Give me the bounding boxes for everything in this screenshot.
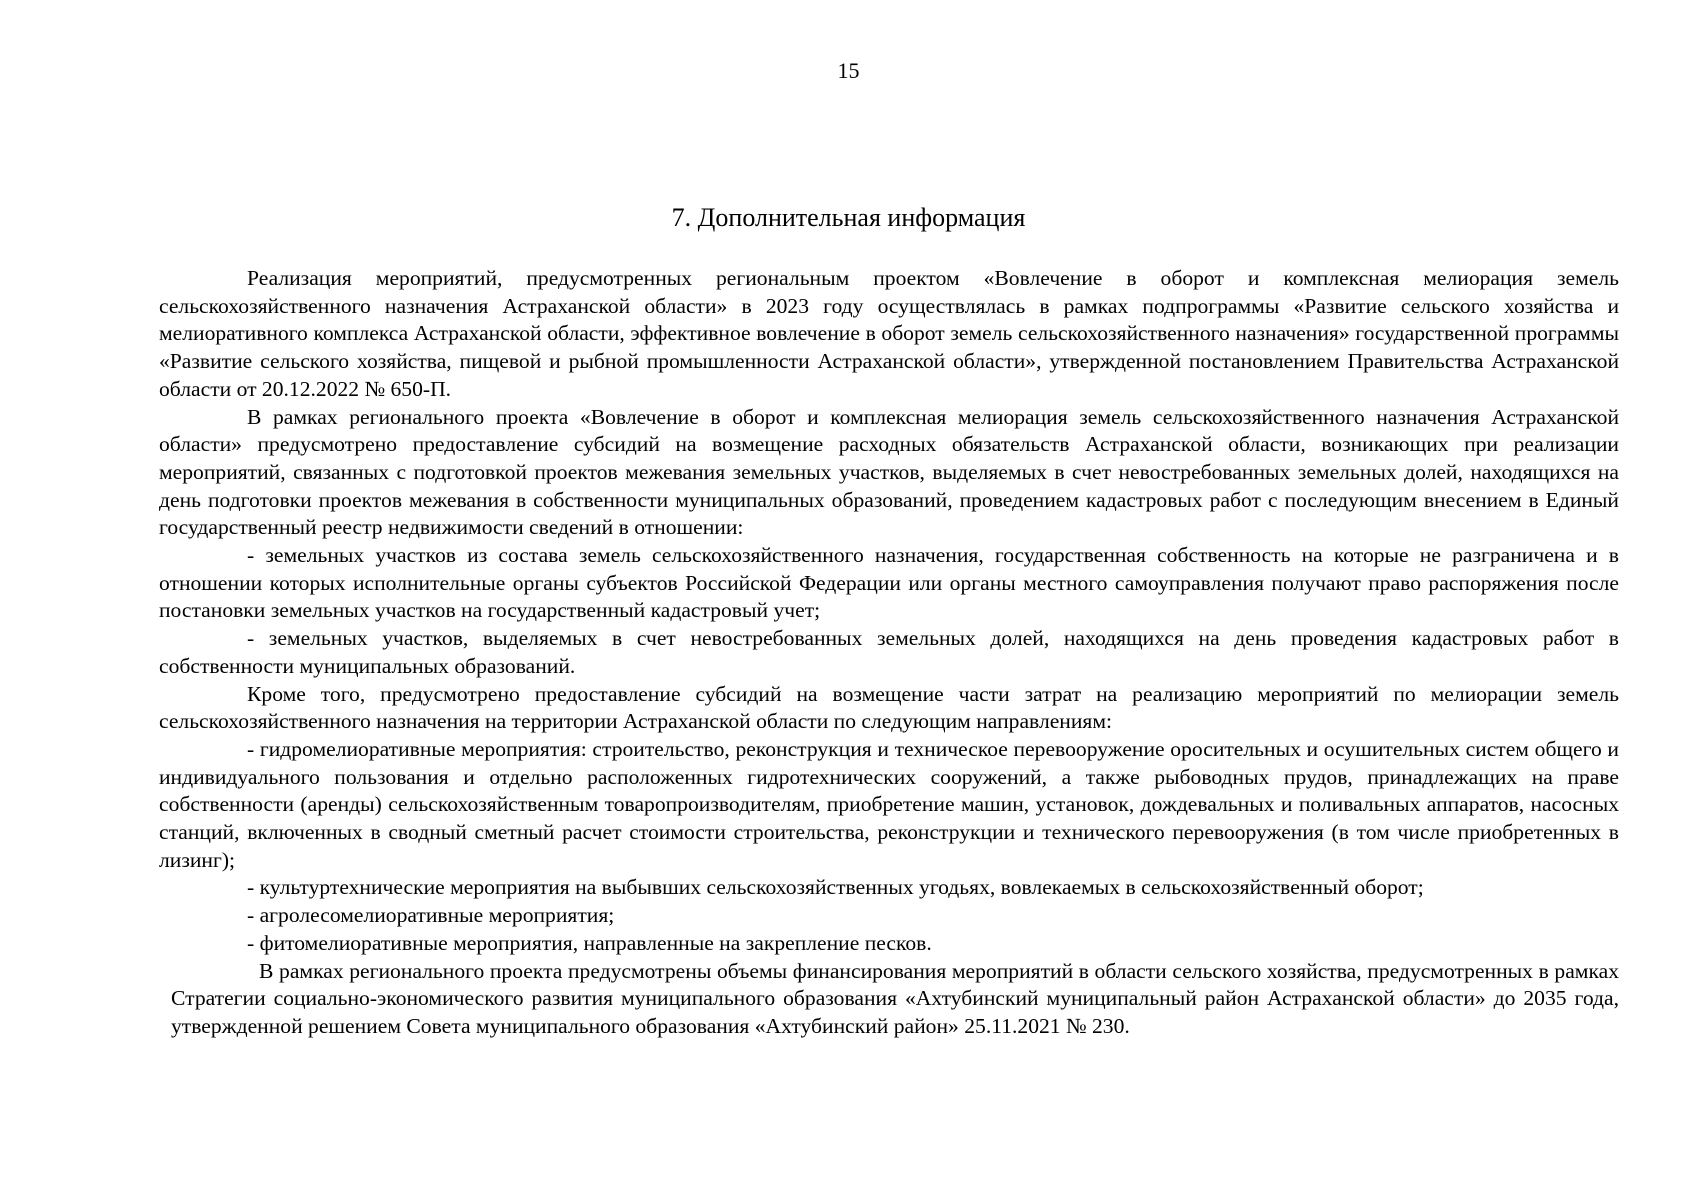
paragraph-project-implementation: Реализация мероприятий, предусмотренных региональным проектом «Вовлечение в оборот и комплексная мелиорация земель сельскохозяйственного назначения Астраханской области» в 2023 году осуществлялась в рамках подпрограммы «Развитие сельского хозяйства и мелиоративного комплекса Астраханской области, эффективное вовлечение в оборот земель сельскохозяйственного назначения» государственной программы «Развитие сельского хозяйства, пищевой и рыбной промышленности Астраханской области», утвержденной постановлением Правительства Астраханской области от 20.12.2022 № 650-П. bbox=[159, 266, 1619, 401]
list-item-cultural-technical: - культуртехнические мероприятия на выбывших сельскохозяйственных угодьях, вовлекаемых в сельскохозяйственный оборот; bbox=[247, 875, 1424, 900]
paragraph-subsidies-cadastral: В рамках регионального проекта «Вовлечение в оборот и комплексная мелиорация земель сельскохозяйственного назначения Астраханской области» предусмотрено предоставление субсидий на возмещение расходных обязательств Астраханской области, возникающих при реализации мероприятий, связанных с подготовкой проектов межевания земельных участков, выделяемых в счет невостребованных земельных долей, находящихся на день подготовки проектов межевания в собственности муниципальных образований, проведением кадастровых работ с последующим внесением в Единый государственный реестр недвижимости сведений в отношении: bbox=[159, 404, 1619, 540]
paragraph-strategy-financing: В рамках регионального проекта предусмотрены объемы финансирования мероприятий в области сельского хозяйства, предусмотренных в рамках Стратегии социально-экономического развития муниципального образования «Ахтубинский муниципальный район Астраханской области» до 2035 года, утвержденной решением Совета муниципального образования «Ахтубинский район» 25.11.2021 № 230. bbox=[171, 958, 1619, 1038]
page-number: 15 bbox=[837, 58, 860, 83]
list-item-phytomelioration: - фитомелиоративные мероприятия, направленные на закрепление песков. bbox=[247, 930, 932, 955]
document-body bbox=[159, 265, 1619, 1041]
paragraph-subsidies-melioration: Кроме того, предусмотрено предоставление субсидий на возмещение части затрат на реализацию мероприятий по мелиорации земель сельскохозяйственного назначения на территории Астраханской области по следующим направлениям: bbox=[159, 681, 1619, 734]
section-title: 7. Дополнительная информация bbox=[671, 203, 1026, 232]
list-item-agroforestry: - агролесомелиоративные мероприятия; bbox=[247, 903, 615, 928]
list-item-land-plots-municipal: - земельных участков, выделяемых в счет невостребованных земельных долей, находящихся на день проведения кадастровых работ в собственности муниципальных образований. bbox=[159, 626, 1619, 678]
list-item-hydromelioration: - гидромелиоративные мероприятия: строительство, реконструкция и техническое перевооружение оросительных и осушительных систем общего и индивидуального пользования и отдельно расположенных гидротехнических сооружений, а также рыбоводных прудов, принадлежащих на праве собственности (аренды) сельскохозяйственным товаропроизводителям, приобретение машин, установок, дождевальных и поливальных аппаратов, насосных станций, включенных в сводный сметный расчет стоимости строительства, реконструкции и технического перевооружения (в том числе приобретенных в лизинг); bbox=[159, 736, 1619, 872]
list-item-land-plots-state: - земельных участков из состава земель сельскохозяйственного назначения, государственная собственность на которые не разграничена и в отношении которых исполнительные органы субъектов Российской Федерации или органы местного самоуправления получают право распоряжения после постановки земельных участков на государственный кадастровый учет; bbox=[159, 543, 1619, 623]
